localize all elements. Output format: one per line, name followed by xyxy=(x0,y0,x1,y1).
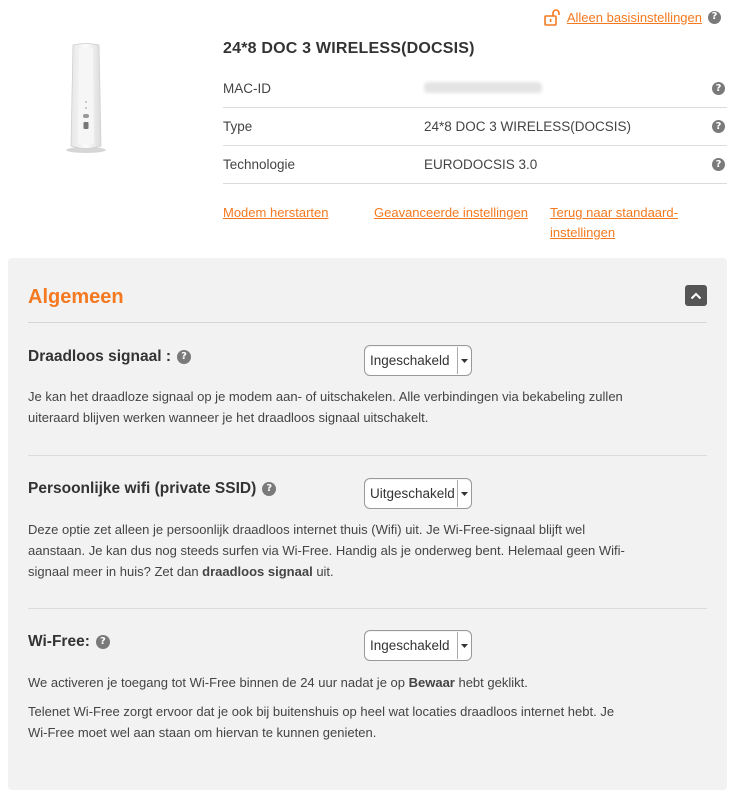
help-icon[interactable]: ? xyxy=(96,635,110,649)
setting-label xyxy=(28,633,110,651)
factory-reset-link[interactable] xyxy=(550,203,700,243)
dropdown-arrow-icon xyxy=(457,480,470,507)
general-panel xyxy=(8,258,727,790)
device-info xyxy=(223,40,727,184)
unlock-icon xyxy=(543,8,561,26)
info-label: Technologie xyxy=(223,157,296,172)
description-text: Deze optie zet alleen je persoonlijk draadloos internet thuis (Wifi) uit. Je Wi-Free-signaal blijft wel aanstaan. Je kan dus nog steeds surfen via Wi-Free. Handig als je onderweg bent. Helemaal geen Wifi-signaal meer in huis? Zet dan xyxy=(28,522,625,579)
help-icon[interactable]: ? xyxy=(712,120,725,133)
setting-label-text: Persoonlijke wifi (private SSID) xyxy=(28,480,257,497)
info-label: MAC-ID xyxy=(223,81,271,96)
panel-header xyxy=(28,286,707,323)
setting-label-text: Draadloos signaal : xyxy=(28,348,171,365)
divider xyxy=(28,608,707,609)
factory-reset-link-line2[interactable]: instellingen xyxy=(550,225,616,240)
info-row-type xyxy=(223,108,727,146)
private-ssid-select[interactable] xyxy=(364,478,472,509)
dropdown-arrow-icon xyxy=(457,347,470,374)
wireless-signal-select[interactable] xyxy=(364,345,472,376)
setting-description xyxy=(28,672,648,693)
info-value: 24*8 DOC 3 WIRELESS(DOCSIS) xyxy=(424,119,632,134)
info-label: Type xyxy=(223,119,253,134)
dropdown-arrow-icon xyxy=(457,632,470,659)
setting-description-secondary: Telenet Wi-Free zorgt ervoor dat je ook bij buitenshuis op heel wat locaties draadloos internet hebt. Je Wi-Free moet wel aan staan om hiervan te kunnen genieten. xyxy=(28,704,615,740)
help-icon[interactable]: ? xyxy=(177,350,191,364)
setting-description xyxy=(28,519,628,582)
help-icon[interactable]: ? xyxy=(262,482,276,496)
setting-description: Je kan het draadloze signaal op je modem aan- of uitschakelen. Alle verbindingen via bekabeling zullen uiteraard blijven werken wanneer je het draadloos signaal uitschakelt. xyxy=(28,389,623,425)
setting-label xyxy=(28,480,276,498)
divider xyxy=(28,455,707,456)
description-bold: draadloos signaal xyxy=(202,564,313,579)
collapse-button[interactable] xyxy=(685,285,707,306)
help-icon[interactable]: ? xyxy=(708,11,721,24)
info-row-mac xyxy=(223,70,727,108)
info-row-technology xyxy=(223,146,727,184)
description-text: We activeren je toegang tot Wi-Free binnen de 24 uur nadat je op xyxy=(28,675,409,690)
basic-settings-link[interactable]: Alleen basisinstellingen xyxy=(566,9,702,25)
info-value: EURODOCSIS 3.0 xyxy=(424,157,538,172)
redacted-value xyxy=(424,82,542,93)
setting-label-text: Wi-Free: xyxy=(28,633,90,650)
description-bold: Bewaar xyxy=(408,675,455,690)
device-title: 24*8 DOC 3 WIRELESS(DOCSIS) xyxy=(223,40,475,57)
select-value: Ingeschakeld xyxy=(370,638,450,653)
description-text: hebt geklikt. xyxy=(454,675,528,690)
basic-settings-toggle[interactable] xyxy=(543,8,721,26)
factory-reset-link-line1[interactable]: Terug naar standaard- xyxy=(550,205,678,220)
select-value: Uitgeschakeld xyxy=(370,486,455,501)
modem-image xyxy=(64,42,108,154)
device-actions xyxy=(223,203,723,243)
description-text: uit. xyxy=(312,564,334,579)
advanced-settings-link[interactable]: Geavanceerde instellingen xyxy=(374,205,528,220)
restart-modem-link[interactable]: Modem herstarten xyxy=(223,205,329,220)
help-icon[interactable]: ? xyxy=(712,82,725,95)
select-value: Ingeschakeld xyxy=(370,353,450,368)
chevron-up-icon xyxy=(690,292,702,300)
panel-title: Algemeen xyxy=(28,286,124,308)
help-icon[interactable]: ? xyxy=(712,158,725,171)
mac-id-value xyxy=(424,81,727,96)
setting-label xyxy=(28,348,191,366)
wi-free-select[interactable] xyxy=(364,630,472,661)
